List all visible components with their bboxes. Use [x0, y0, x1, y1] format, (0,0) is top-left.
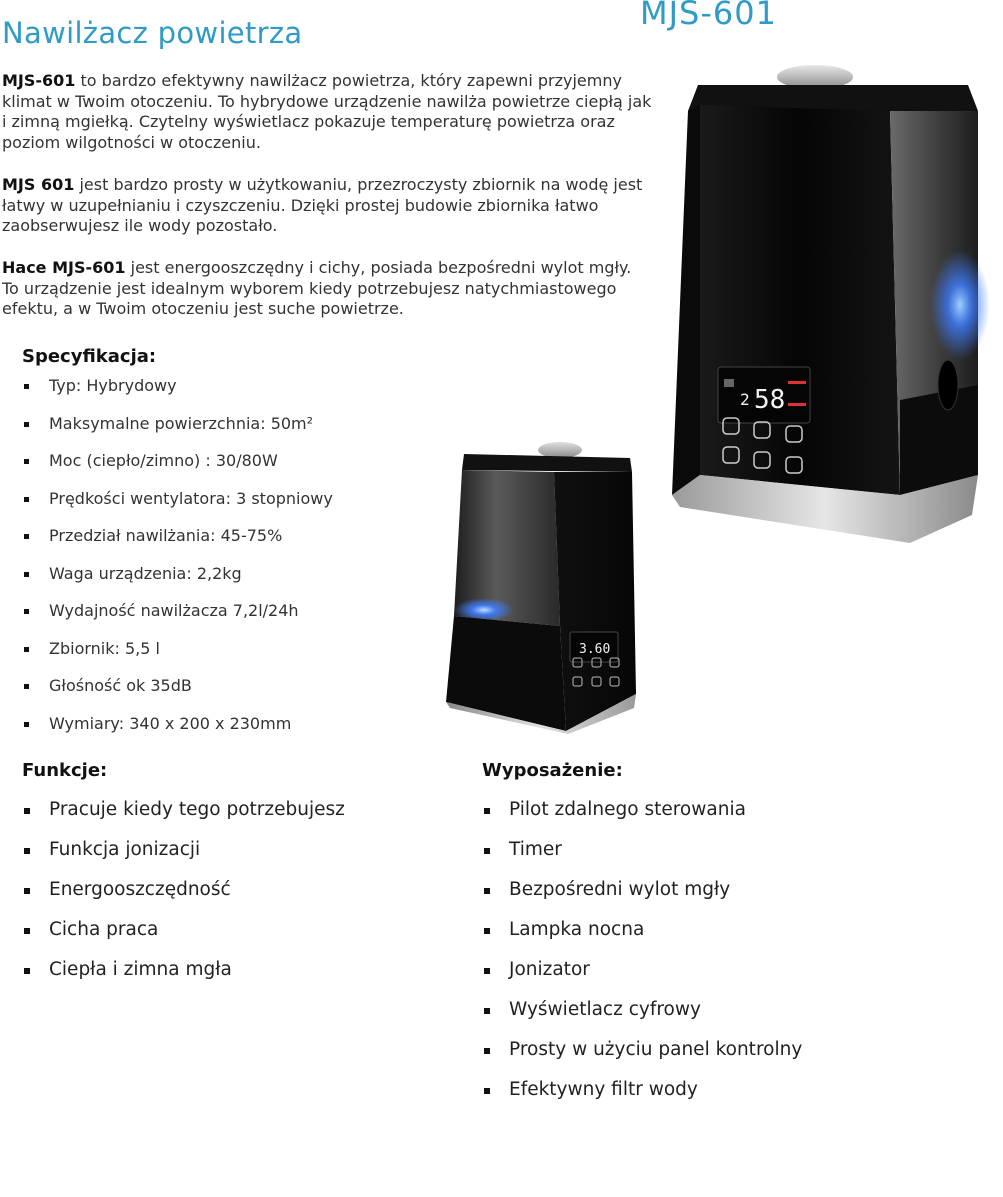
list-item-text: Timer: [509, 839, 562, 860]
bullet-icon: [24, 928, 30, 934]
list-item-text: Prędkości wentylatora: 3 stopniowy: [49, 488, 333, 508]
list-item-text: Efektywny filtr wody: [509, 1079, 698, 1100]
description-bold: MJS 601: [2, 175, 75, 194]
functions-list: [22, 799, 345, 999]
bullet-icon: [24, 848, 30, 854]
list-item: [482, 839, 802, 879]
list-item-text: Wydajność nawilżacza 7,2l/24h: [49, 601, 299, 620]
list-item: [22, 601, 333, 639]
equipment-heading: Wyposażenie:: [482, 760, 623, 781]
bullet-icon: [24, 459, 29, 464]
bullet-icon: [24, 384, 29, 389]
description-bold: Hace MJS-601: [2, 258, 126, 277]
list-item: [22, 564, 333, 602]
list-item-text: Pracuje kiedy tego potrzebujesz: [49, 799, 345, 820]
description-paragraph: [2, 175, 652, 237]
list-item: [22, 839, 345, 879]
list-item: [22, 919, 345, 959]
display-level: 2: [740, 390, 750, 409]
display-indicator: [788, 381, 806, 384]
list-item: [482, 999, 802, 1039]
description-text: jest energooszczędny i cichy, posiada bezpośredni wylot mgły. To urządzenie jest idealnym wyborem kiedy potrzebujesz natychmiastowego efektu, a w Twoim otoczeniu jest suche powietrze.: [2, 258, 632, 318]
list-item-text: Przedział nawilżania: 45-75%: [49, 526, 283, 545]
list-item-text: Głośność ok 35dB: [49, 676, 192, 695]
bullet-icon: [24, 534, 29, 539]
model-title: MJS-601: [640, 0, 777, 32]
spec-heading: Specyfikacja:: [22, 346, 157, 367]
list-item-text: Ciepła i zimna mgła: [49, 959, 232, 980]
bullet-icon: [24, 808, 30, 814]
description-paragraph: [2, 258, 652, 320]
page-title: Nawilżacz powietrza: [2, 16, 303, 50]
list-item: [22, 526, 333, 564]
bullet-icon: [484, 848, 490, 854]
list-item: [482, 959, 802, 999]
list-item: [482, 919, 802, 959]
display-humidity: 58: [754, 385, 786, 415]
bullet-icon: [24, 609, 29, 614]
air-vent: [938, 360, 958, 410]
list-item-text: Lampka nocna: [509, 919, 645, 940]
bullet-icon: [484, 1008, 490, 1014]
bullet-icon: [484, 1088, 490, 1094]
description-paragraph: [2, 71, 652, 153]
left-face: [672, 105, 700, 495]
list-item-text: Maksymalne powierzchnia: 50m²: [49, 413, 314, 433]
list-item: [482, 1079, 802, 1119]
list-item: [482, 1039, 802, 1079]
list-item-text: Prosty w użyciu panel kontrolny: [509, 1039, 803, 1060]
list-item: [22, 879, 345, 919]
equipment-list: [482, 799, 802, 1119]
mist-cap: [538, 442, 582, 458]
bullet-icon: [24, 888, 30, 894]
list-item: [22, 676, 333, 714]
bullet-icon: [484, 808, 490, 814]
list-item: [22, 639, 333, 677]
list-item-text: Typ: Hybrydowy: [49, 376, 177, 395]
bullet-icon: [24, 422, 29, 427]
list-item: [482, 799, 802, 839]
bullet-icon: [24, 722, 29, 727]
functions-heading: Funkcje:: [22, 760, 108, 781]
list-item: [482, 879, 802, 919]
list-item-text: Pilot zdalnego sterowania: [509, 799, 746, 820]
spec-list: [22, 376, 333, 751]
description-text: to bardzo efektywny nawilżacz powietrza, który zapewni przyjemny klimat w Twoim otoczeniu. To hybrydowe urządzenie nawilża powietrze ciepłą jak i zimną mgiełką. Czytelny wyświetlacz pokazuje temperaturę powietrza oraz poziom wilgotności w otoczeniu.: [2, 71, 652, 152]
list-item-text: Zbiornik: 5,5 l: [49, 638, 160, 658]
side-base: [446, 616, 566, 731]
list-item-text: Funkcja jonizacji: [49, 839, 201, 860]
list-item-text: Waga urządzenia: 2,2kg: [49, 563, 242, 583]
humidifier-large-image: [660, 55, 990, 550]
list-item: [22, 959, 345, 999]
bullet-icon: [24, 572, 29, 577]
bullet-icon: [24, 968, 30, 974]
list-item: [22, 414, 333, 452]
list-item-text: Jonizator: [509, 959, 590, 980]
top-lid: [462, 454, 632, 472]
bullet-icon: [24, 497, 29, 502]
bullet-icon: [484, 928, 490, 934]
list-item: [22, 376, 333, 414]
bullet-icon: [24, 684, 29, 689]
front-face: [554, 472, 636, 731]
blue-glow: [930, 250, 990, 360]
list-item-text: Bezpośredni wylot mgły: [509, 879, 731, 900]
display-indicator: [724, 379, 734, 387]
bullet-icon: [484, 1048, 490, 1054]
list-item: [22, 799, 345, 839]
display-indicator: [788, 403, 806, 406]
list-item: [22, 714, 333, 752]
list-item-text: Wyświetlacz cyfrowy: [509, 999, 701, 1020]
list-item-text: Moc (ciepło/zimno) : 30/80W: [49, 451, 278, 470]
humidifier-small-image: [442, 436, 642, 736]
list-item-text: Energooszczędność: [49, 879, 231, 900]
list-item-text: Wymiary: 340 x 200 x 230mm: [49, 713, 292, 733]
list-item-text: Cicha praca: [49, 919, 159, 940]
bullet-icon: [484, 888, 490, 894]
front-face: [700, 105, 900, 495]
list-item: [22, 489, 333, 527]
bullet-icon: [24, 647, 29, 652]
display-reading: 3.60: [579, 642, 611, 657]
bullet-icon: [484, 968, 490, 974]
description-bold: MJS-601: [2, 71, 76, 90]
list-item: [22, 451, 333, 489]
description-text: jest bardzo prosty w użytkowaniu, przezroczysty zbiornik na wodę jest łatwy w uzupełnianiu i czyszczeniu. Dzięki prostej budowie zbiornika łatwo zaobserwujesz ile wody pozostało.: [2, 175, 643, 235]
